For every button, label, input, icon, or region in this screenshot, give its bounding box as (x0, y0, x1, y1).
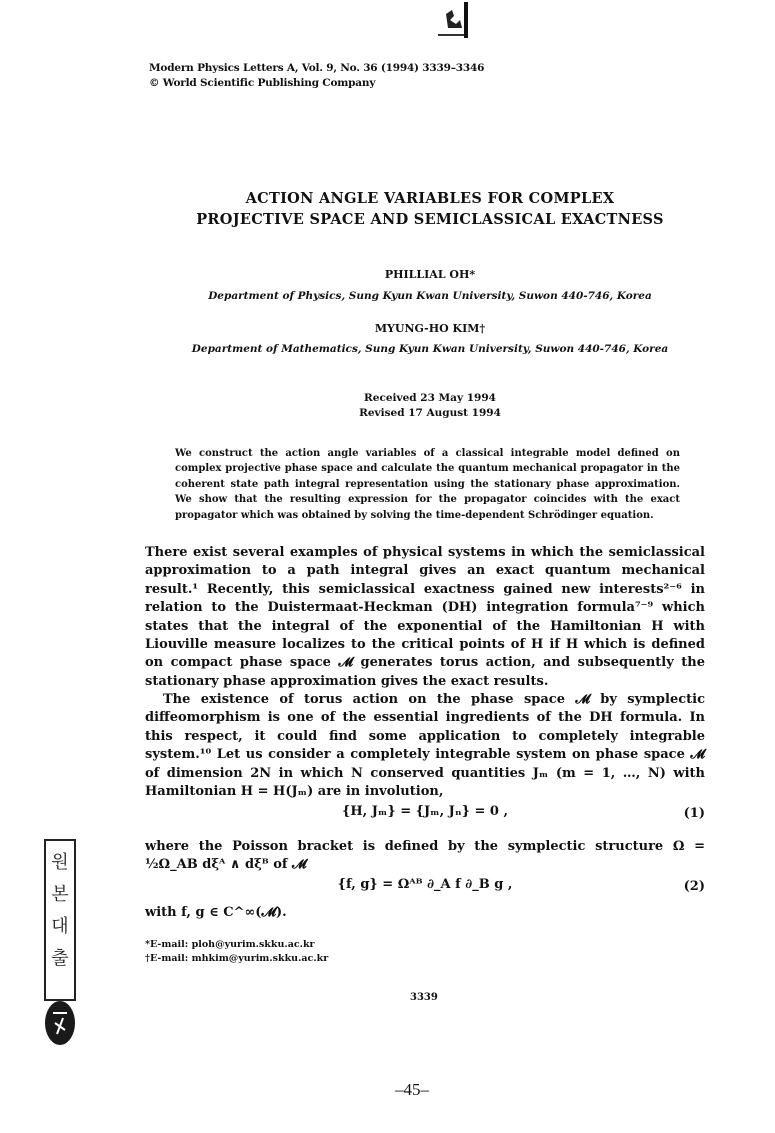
svg-text:본: 본 (51, 884, 69, 905)
footnote: *E-mail: ploh@yurim.skku.ac.kr (145, 939, 315, 950)
publisher-line: © World Scientific Publishing Company (149, 77, 376, 89)
svg-text:원: 원 (51, 852, 69, 873)
svg-text:대: 대 (51, 916, 69, 937)
paper-title (150, 188, 710, 230)
equation-2-number: (2) (683, 879, 705, 894)
footnote: †E-mail: mhkim@yurim.skku.ac.kr (145, 953, 329, 964)
body-paragraph-4: with f, g ∈ C^∞(𝓜). (145, 905, 287, 920)
equation-1: {H, Jₘ} = {Jₘ, Jₙ} = 0 , (342, 804, 508, 819)
svg-text:출: 출 (51, 948, 69, 969)
equation-2: {f, g} = Ωᴬᴮ ∂_A f ∂_B g , (337, 877, 513, 892)
author-name: MYUNG-HO KIM† (374, 322, 486, 335)
author-affiliation: Department of Physics, Sung Kyun Kwan University, Suwon 440-746, Korea (208, 290, 652, 302)
body-paragraph-3: where the Poisson bracket is defined by the symplectic structure Ω = ½Ω_AB dξᴬ ∧ dξᴮ of 𝓜 (145, 839, 705, 873)
author-name: PHILLIAL OH* (384, 268, 476, 281)
title-line-2: PROJECTIVE SPACE AND SEMICLASSICAL EXACTNESS (196, 211, 664, 228)
footnotes (145, 938, 328, 966)
journal-citation: Modern Physics Letters A, Vol. 9, No. 36 (1994) 3339–3346 (149, 62, 485, 74)
journal-header (149, 61, 484, 91)
author-affiliation: Department of Mathematics, Sung Kyun Kwan University, Suwon 440-746, Korea (191, 343, 669, 355)
received-date: Received 23 May 1994 (364, 392, 496, 404)
abstract: We construct the action angle variables of a classical integrable model defined on complex projective phase space and calculate the quantum mechanical propagator in the coherent state path integral representation using the stationary phase approximation. We show that the resulting expression for the propagator coincides with the exact propagator which was obtained by solving the time-dependent Schrödinger equation. (175, 448, 680, 521)
library-stamp-side (43, 838, 77, 1053)
library-stamp-top (438, 2, 472, 38)
equation-1-number: (1) (683, 806, 705, 821)
body-paragraph-1: There exist several examples of physical systems in which the semiclassical approximation to a path integral gives an exact quantum mechanical result.¹ Recently, this semiclassical exactness gained new interests²⁻⁶ in relation to the Duistermaat-Heckman (DH) integration formula⁷⁻⁹ which states that the integral of the exponential of the Hamiltonian H with Liouville measure localizes to the critical points of H if H which is defined on compact phase space 𝓜 generates torus action, and subsequently the stationary phase approximation gives the exact results. (145, 545, 705, 689)
journal-page-number: 3339 (410, 992, 438, 1003)
title-line-1: ACTION ANGLE VARIABLES FOR COMPLEX (245, 190, 615, 207)
revised-date: Revised 17 August 1994 (359, 407, 501, 419)
dates (280, 391, 580, 421)
page-number: –45– (395, 1080, 429, 1099)
body-paragraph-2: The existence of torus action on the phase space 𝓜 by symplectic diffeomorphism is one of the essential ingredients of the DH formula. In this respect, it could find some application to completely integrable system.¹⁰ Let us consider a completely integrable system on phase space 𝓜 of dimension 2N in which N conserved quantities Jₘ (m = 1, …, N) with Hamiltonian H = H(Jₘ) are in involution, (145, 692, 705, 800)
